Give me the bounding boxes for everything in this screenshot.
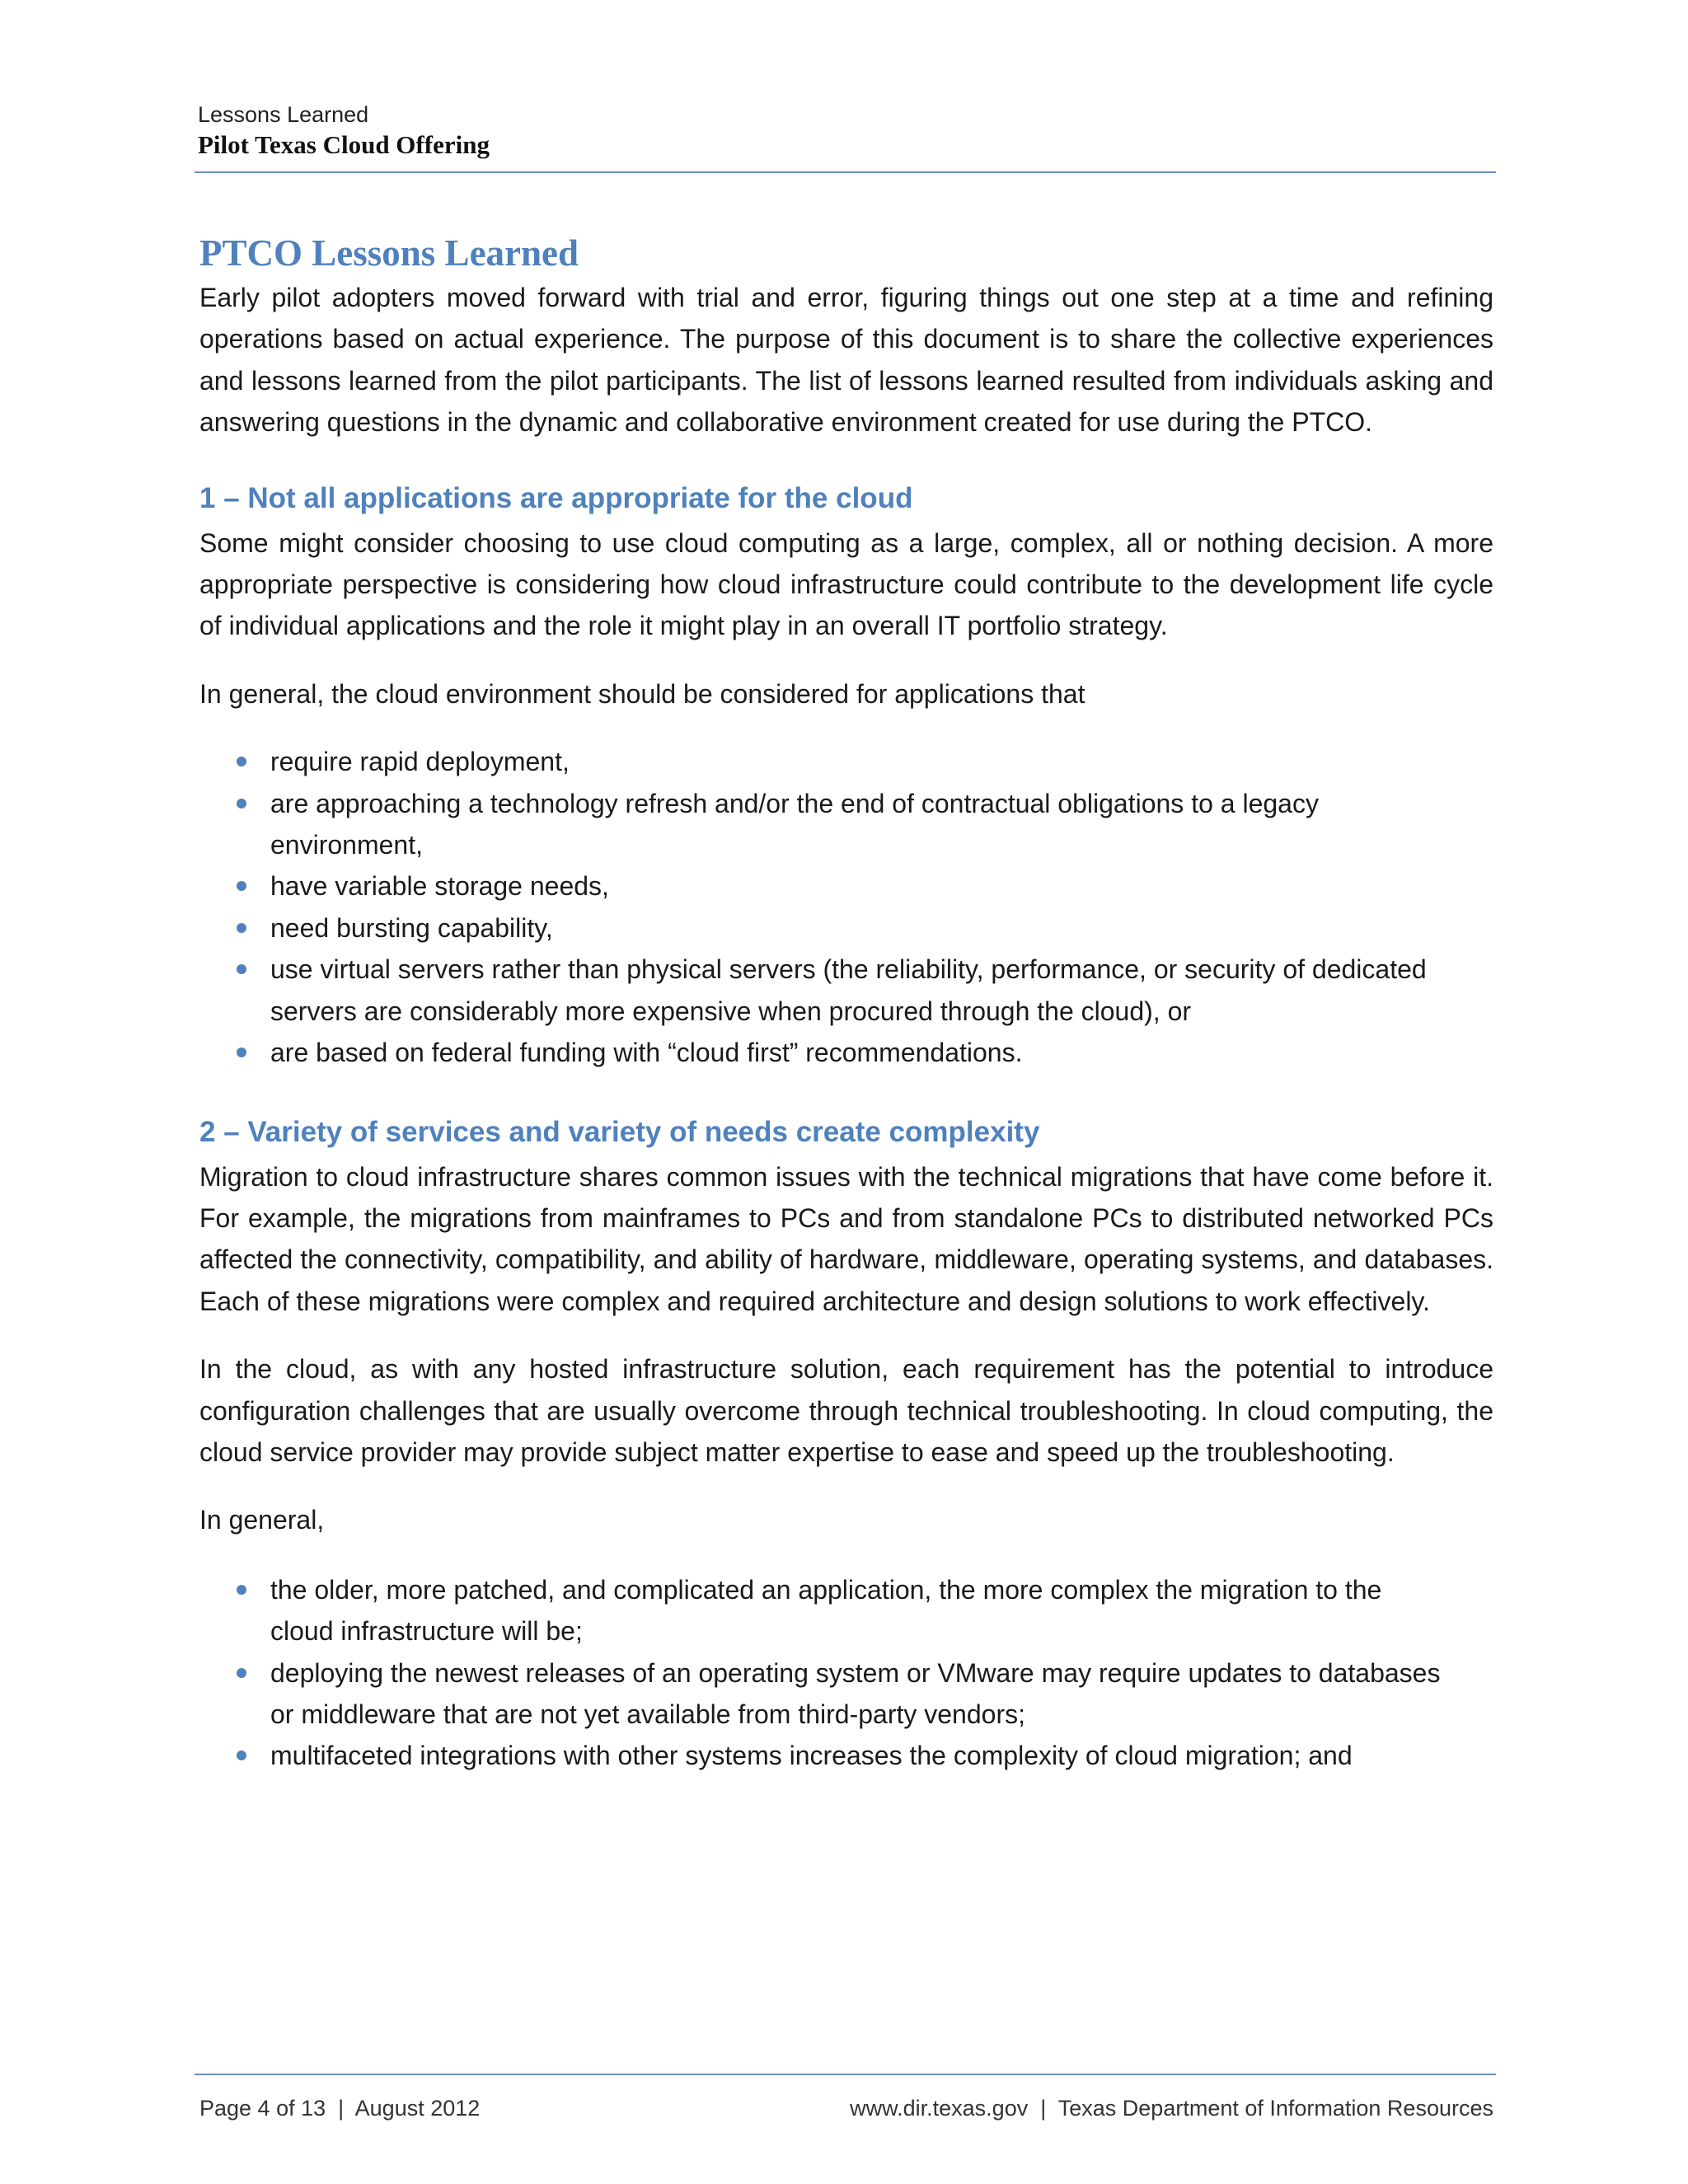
bullet-icon [237,1668,246,1678]
bullet-icon [237,1047,246,1057]
section-1-paragraph-2: In general, the cloud environment should be considered for applications that [199,678,1085,709]
bullet-icon [237,1585,246,1595]
section-1-bullet-list [199,741,1493,1073]
list-item: have variable storage needs, [199,865,1493,907]
list-item: the older, more patched, and complicated an application, the more complex the migration to the cloud infrastructure will be; [199,1569,1493,1652]
list-item: are based on federal funding with “cloud first” recommendations. [199,1032,1493,1073]
page-content [199,229,1493,1777]
section-2-paragraph-3: In general, [199,1505,325,1535]
page-title: PTCO Lessons Learned [199,232,579,274]
bullet-icon [237,881,246,891]
header-document-title: Pilot Texas Cloud Offering [198,130,490,159]
bullet-icon [237,1750,246,1760]
header-document-type: Lessons Learned [198,102,369,127]
section-2-paragraph-2: In the cloud, as with any hosted infrastructure solution, each requirement has the potential to introduce configuration challenges that are usually overcome through technical troubleshooting. In cloud computing, the cloud service provider may provide subject matter expertise to ease and speed up the troubleshooting. [199,1354,1493,1467]
footer-page-info: Page 4 of 13 | August 2012 [199,2096,481,2121]
section-2-bullet-list [199,1569,1493,1777]
list-item: need bursting capability, [199,907,1493,949]
section-2-paragraph-1: Migration to cloud infrastructure shares common issues with the technical migrations that have come before it. For example, the migrations from mainframes to PCs and from standalone PCs to distributed networked PCs affected the connectivity, compatibility, and ability of hardware, middleware, operating systems, and databases. Each of these migrations were complex and required architecture and design solutions to work effectively. [199,1161,1493,1316]
bullet-icon [237,799,246,808]
section-1-heading: 1 – Not all applications are appropriate for the cloud [199,481,913,514]
intro-paragraph: Early pilot adopters moved forward with trial and error, figuring things out one step at a time and refining operations based on actual experience. The purpose of this document is to share the collective experiences and lessons learned from the pilot participants. The list of lessons learned resulted from individuals asking and answering questions in the dynamic and collaborative environment created for use during the PTCO. [199,283,1493,438]
list-item: multifaceted integrations with other systems increases the complexity of cloud migration; and [199,1735,1493,1776]
bullet-icon [237,923,246,933]
list-item: require rapid deployment, [199,741,1493,782]
bullet-icon [237,964,246,974]
footer-divider [195,2074,1496,2075]
page-header [198,101,1496,162]
list-item: use virtual servers rather than physical servers (the reliability, performance, or security of dedicated servers are considerably more expensive when procured through the cloud), or [199,949,1493,1032]
footer-source-info: www.dir.texas.gov | Texas Department of Information Resources [850,2096,1493,2121]
section-1-paragraph-1: Some might consider choosing to use cloud computing as a large, complex, all or nothing decision. A more appropriate perspective is considering how cloud infrastructure could contribute to the development life cycle of individual applications and the role it might play in an overall IT portfolio strategy. [199,527,1493,641]
section-2-heading: 2 – Variety of services and variety of needs create complexity [199,1115,1040,1148]
header-divider [195,171,1496,173]
list-item: deploying the newest releases of an operating system or VMware may require updates to databases or middleware that are not yet available from third-party vendors; [199,1652,1493,1736]
list-item: are approaching a technology refresh and/or the end of contractual obligations to a legacy environment, [199,783,1493,866]
bullet-icon [237,757,246,766]
